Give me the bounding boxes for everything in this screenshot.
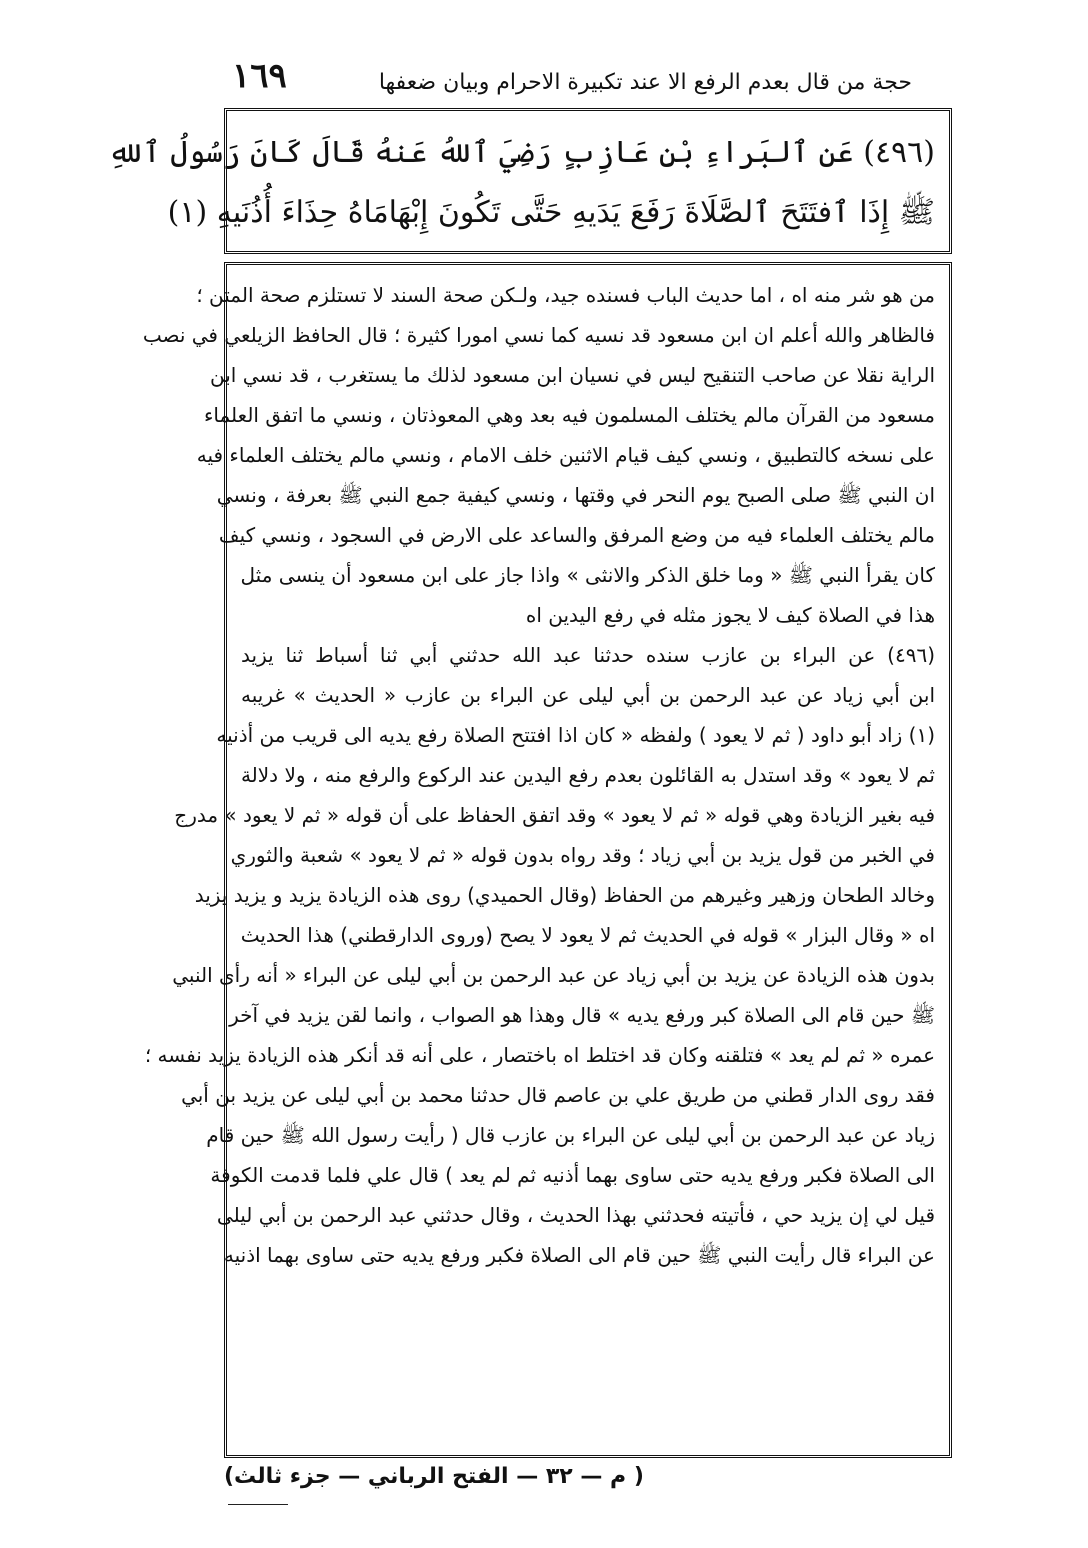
page-number: ١٦٩ bbox=[232, 56, 287, 96]
commentary-line: زياد عن عبد الرحمن بن أبي ليلى عن البراء بن عازب قال ( رأيت رسول الله ﷺ حين قام bbox=[206, 1123, 935, 1147]
commentary-line: ﷺ حين قام الى الصلاة كبر ورفع يديه » قال وهذا هو الصواب ، وانما لقن يزيد في آخر bbox=[229, 1003, 935, 1027]
commentary-line: الراية نقلا عن صاحب التنقيح ليس في نسيان ابن مسعود لذلك ما يستغرب ، قد نسي ابن bbox=[210, 363, 935, 387]
commentary-line: الى الصلاة فكبر ورفع يديه حتى ساوى بهما أذنيه ثم لم يعد ) قال علي فلما قدمت الكوفة bbox=[210, 1163, 935, 1187]
commentary-line: على نسخه كالتطبيق ، ونسي كيف قيام الاثنين خلف الامام ، ونسي مالم يختلف العلماء فيه bbox=[196, 443, 935, 467]
running-title: حجة من قال بعدم الرفع الا عند تكبيرة الاحرام وبيان ضعفها bbox=[378, 70, 912, 95]
commentary-line: مالم يختلف العلماء فيه من وضع المرفق والساعد على الارض في السجود ، ونسي كيف bbox=[218, 523, 935, 547]
commentary-line: فالظاهر والله أعلم ان ابن مسعود قد نسيه كما نسي امورا كثيرة ؛ قال الحافظ الزيلعي في نصب bbox=[142, 323, 935, 347]
hadith-line: (٤٩٦) عَن ٱلبَراءِ بْنِ عَازِبٍ رَضِيَ ٱللهُ عَنهُ قَالَ كَانَ رَسُولُ ٱللهِ bbox=[107, 135, 935, 170]
commentary-line: كان يقرأ النبي ﷺ « وما خلق الذكر والانثى » واذا جاز على ابن مسعود أن ينسى مثل bbox=[240, 563, 935, 587]
commentary-line: في الخبر من قول يزيد بن أبي زياد ؛ وقد رواه بدون قوله « ثم لا يعود » شعبة والثوري bbox=[230, 843, 935, 867]
commentary-line: عن البراء قال رأيت النبي ﷺ حين قام الى الصلاة فكبر ورفع يديه حتى ساوى بهما اذنيه bbox=[223, 1243, 935, 1267]
footer-rule bbox=[228, 1504, 288, 1505]
commentary-line: من هو شر منه اه ، اما حديث الباب فسنده جيد، ولـكن صحة السند لا تستلزم صحة المتن ؛ bbox=[196, 283, 935, 307]
commentary-line: مسعود من القرآن مالم يختلف المسلمون فيه بعد وهي المعوذتان ، ونسي ما اتفق العلماء bbox=[204, 403, 935, 427]
commentary-line: (٤٩٦) عن البراء بن عازب سنده حدثنا عبد الله حدثني أبي ثنا أسباط ثنا يزيد bbox=[241, 643, 935, 667]
running-header bbox=[232, 56, 912, 104]
commentary-line: ثم لا يعود » وقد استدل به القائلون بعدم رفع اليدين عند الركوع والرفع منه ، ولا دلالة bbox=[240, 763, 935, 787]
commentary-line: هذا في الصلاة كيف لا يجوز مثله في رفع اليدين اه bbox=[525, 603, 935, 627]
commentary-line: ان النبي ﷺ صلى الصبح يوم النحر في وقتها ، ونسي كيفية جمع النبي ﷺ بعرفة ، ونسي bbox=[216, 483, 935, 507]
commentary-line: ابن أبي زياد عن عبد الرحمن بن أبي ليلى عن البراء بن عازب « الحديث » غريبه bbox=[241, 683, 935, 707]
commentary-line: عمره « ثم لم يعد » فتلقنه وكان قد اختلط اه باختصار ، على أنه قد أنكر هذه الزيادة يزيد نفسه ؛ bbox=[144, 1043, 935, 1067]
hadith-line: ﷺ إِذَا ٱفتَتَحَ ٱلصَّلَاةَ رَفَعَ يَدَيهِ حَتَّى تَكُونَ إِبْهَامَاهُ حِذَاءَ أُذُنَيهِ (١) bbox=[167, 195, 935, 230]
commentary-box bbox=[142, 262, 952, 1458]
page-footer: ( م — ٣٢ — الفتح الرباني — جزء ثالث) bbox=[224, 1464, 644, 1489]
commentary-line: اه « وقال البزار » قوله في الحديث ثم لا يعود لا يصح (وروى الدارقطني) هذا الحديث bbox=[240, 923, 935, 947]
commentary-line: بدون هذه الزيادة عن يزيد بن أبي زياد عن عبد الرحمن بن أبي ليلى عن البراء « أنه رأى النبي bbox=[172, 963, 935, 987]
commentary-line: (١) زاد أبو داود ( ثم لا يعود ) ولفظه « كان اذا افتتح الصلاة رفع يديه الى قريب من أذنيه bbox=[216, 723, 935, 747]
commentary-line: فيه بغير الزيادة وهي قوله « ثم لا يعود » وقد اتفق الحفاظ على أن قوله « ثم لا يعود » مدرج bbox=[174, 803, 935, 827]
commentary-line: فقد روى الدار قطني من طريق علي بن عاصم قال حدثنا محمد بن أبي ليلى عن يزيد بن أبي bbox=[181, 1083, 935, 1107]
hadith-box bbox=[107, 108, 952, 254]
commentary-line: قيل لي إن يزيد حي ، فأتيته فحدثني بهذا الحديث ، وقال حدثني عبد الرحمن بن أبي ليلى bbox=[216, 1203, 935, 1227]
commentary-line: وخالد الطحان وزهير وغيرهم من الحفاظ (وقال الحميدي) روى هذه الزيادة يزيد و يزيد يزيد bbox=[194, 883, 935, 907]
